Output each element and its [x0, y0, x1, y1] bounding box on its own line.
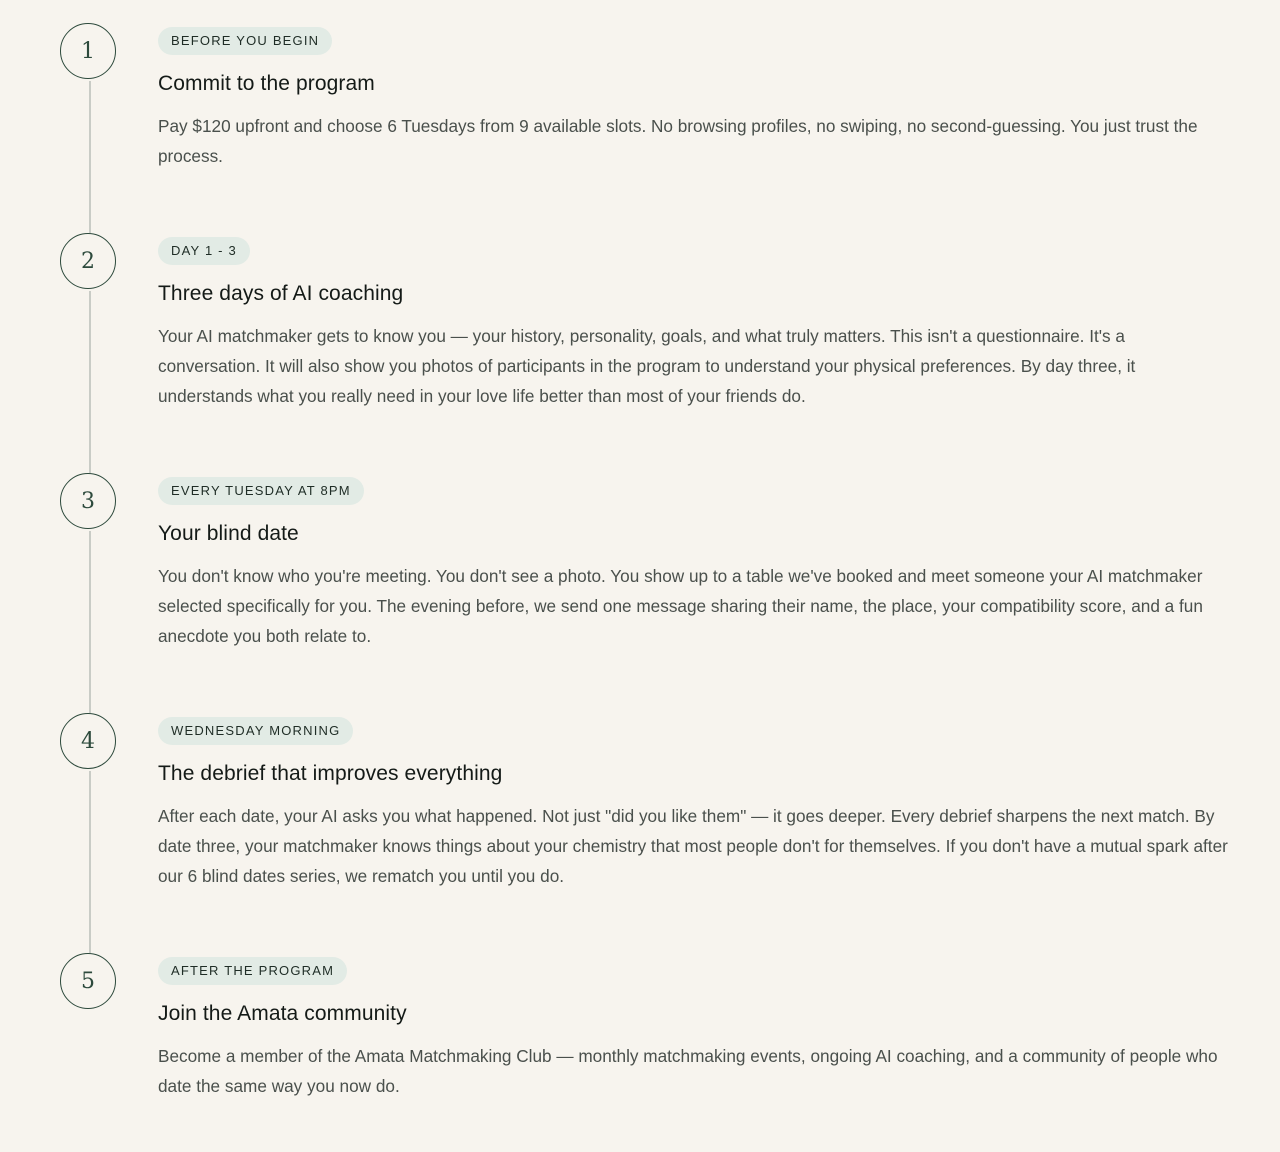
- timeline-connector: [89, 531, 91, 713]
- step-content: [158, 717, 1228, 891]
- step-number-circle: 1: [60, 23, 116, 79]
- step-title: Commit to the program: [158, 72, 375, 95]
- step-content: [158, 27, 1228, 171]
- step-description: Your AI matchmaker gets to know you — your history, personality, goals, and what truly matters. This isn't a questionnaire. It's a conversation. It will also show you photos of participants in the program to understand your physical preferences. By day three, it understands what you really need in your love life better than most of your friends do.: [158, 326, 1136, 406]
- step-badge: WEDNESDAY MORNING: [158, 717, 353, 745]
- step-content: [158, 477, 1228, 651]
- step-title: Your blind date: [158, 522, 299, 545]
- step-title: Join the Amata community: [158, 1002, 407, 1025]
- step-number-circle: 3: [60, 473, 116, 529]
- step-description: After each date, your AI asks you what happened. Not just "did you like them" — it goes deeper. Every debrief sharpens the next match. By date three, your matchmaker knows things about your chemistry that most people don't for themselves. If you don't have a mutual spark after our 6 blind dates series, we rematch you until you do.: [158, 806, 1228, 886]
- timeline-connector: [89, 771, 91, 953]
- step-number-circle: 2: [60, 233, 116, 289]
- step-content: [158, 237, 1228, 411]
- step-badge: AFTER THE PROGRAM: [158, 957, 347, 985]
- step-title: Three days of AI coaching: [158, 282, 404, 305]
- step-description: You don't know who you're meeting. You don't see a photo. You show up to a table we've booked and meet someone your AI matchmaker selected specifically for you. The evening before, we send one message sharing their name, the place, your compatibility score, and a fun anecdote you both relate to.: [158, 566, 1203, 646]
- timeline-connector: [89, 81, 91, 233]
- step-badge: DAY 1 - 3: [158, 237, 250, 265]
- timeline-connector: [89, 291, 91, 473]
- step-content: [158, 957, 1228, 1101]
- step-description: Pay $120 upfront and choose 6 Tuesdays from 9 available slots. No browsing profiles, no swiping, no second-guessing. You just trust the process.: [158, 116, 1198, 166]
- step-badge: EVERY TUESDAY AT 8PM: [158, 477, 364, 505]
- step-number-circle: 4: [60, 713, 116, 769]
- step-number-circle: 5: [60, 953, 116, 1009]
- step-title: The debrief that improves everything: [158, 762, 503, 785]
- step-description: Become a member of the Amata Matchmaking Club — monthly matchmaking events, ongoing AI coaching, and a community of people who date the same way you now do.: [158, 1046, 1218, 1096]
- step-badge: BEFORE YOU BEGIN: [158, 27, 332, 55]
